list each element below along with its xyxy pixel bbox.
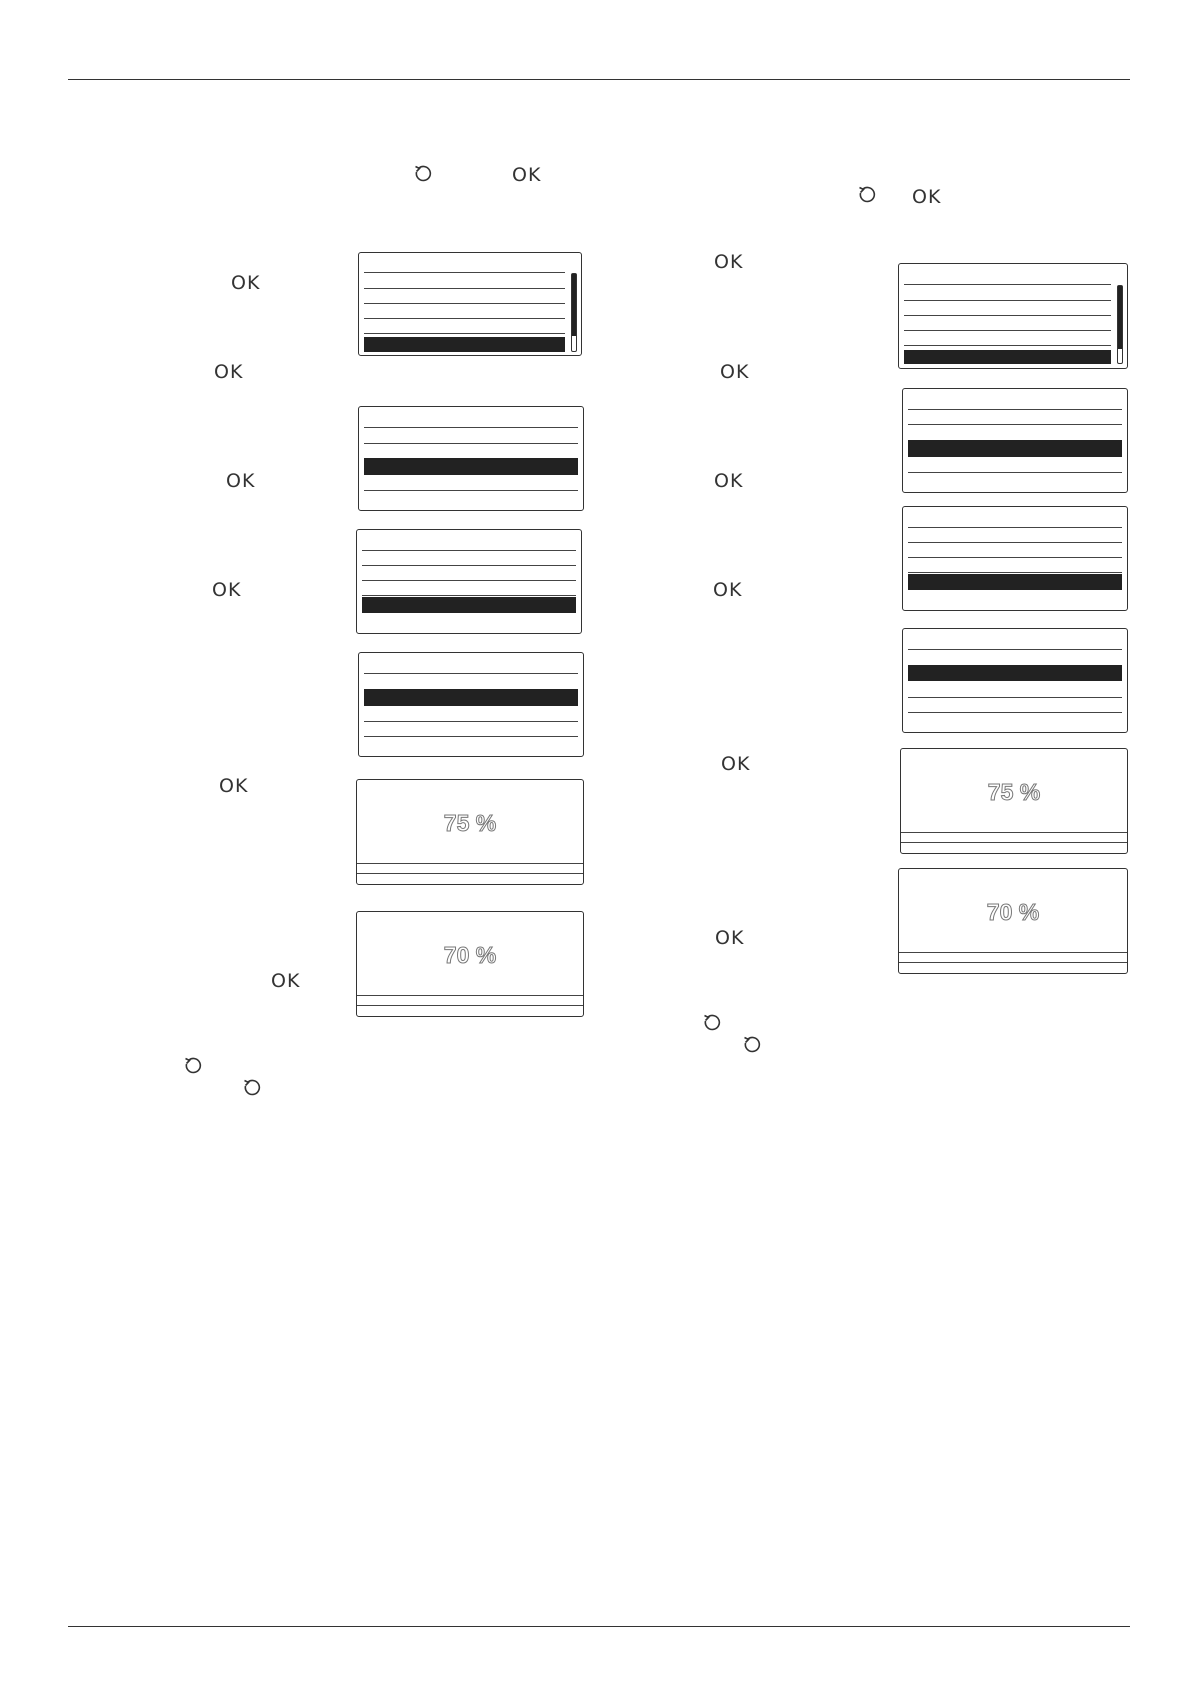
percent-value: 70 %	[443, 942, 497, 968]
ok-button-icon: OK	[219, 775, 249, 797]
back-arrow-icon	[856, 184, 878, 206]
ok-button-icon: OK	[912, 186, 942, 208]
ok-button-icon: OK	[231, 272, 261, 294]
ok-button-icon: OK	[713, 579, 743, 601]
ok-button-icon: OK	[714, 251, 744, 273]
back-arrow-icon	[412, 163, 434, 185]
menu-selection-highlight	[364, 337, 565, 352]
ok-button-icon: OK	[715, 927, 745, 949]
ok-button-icon: OK	[512, 164, 542, 186]
scrollbar	[571, 273, 577, 352]
display-value-screen	[898, 868, 1128, 974]
display-menu-screen	[358, 652, 584, 757]
menu-selection-highlight	[904, 350, 1111, 364]
back-arrow-icon	[741, 1034, 763, 1056]
ok-button-icon: OK	[226, 470, 256, 492]
percent-value: 75 %	[443, 810, 497, 836]
display-value-screen	[356, 779, 584, 885]
display-menu-screen	[902, 506, 1128, 611]
ok-button-icon: OK	[714, 470, 744, 492]
display-value-screen	[356, 911, 584, 1017]
back-arrow-icon	[701, 1012, 723, 1034]
menu-selection-highlight	[908, 665, 1122, 681]
header-rule	[68, 79, 1130, 80]
display-value-screen	[900, 748, 1128, 854]
menu-selection-highlight	[908, 574, 1122, 590]
percent-value: 75 %	[987, 779, 1041, 805]
menu-selection-highlight	[364, 689, 578, 706]
menu-selection-highlight	[362, 597, 576, 613]
display-menu-screen	[358, 252, 582, 356]
display-menu-screen	[358, 406, 584, 511]
ok-button-icon: OK	[212, 579, 242, 601]
menu-selection-highlight	[364, 458, 578, 475]
ok-button-icon: OK	[271, 970, 301, 992]
back-arrow-icon	[241, 1077, 263, 1099]
ok-button-icon: OK	[720, 361, 750, 383]
back-arrow-icon	[182, 1055, 204, 1077]
ok-button-icon: OK	[721, 753, 751, 775]
display-menu-screen	[902, 628, 1128, 733]
scrollbar	[1117, 285, 1123, 364]
display-menu-screen	[898, 263, 1128, 369]
percent-value: 70 %	[986, 899, 1040, 925]
ok-button-icon: OK	[214, 361, 244, 383]
display-menu-screen	[356, 529, 582, 634]
menu-selection-highlight	[908, 440, 1122, 457]
display-menu-screen	[902, 388, 1128, 493]
footer-rule	[68, 1626, 1130, 1627]
